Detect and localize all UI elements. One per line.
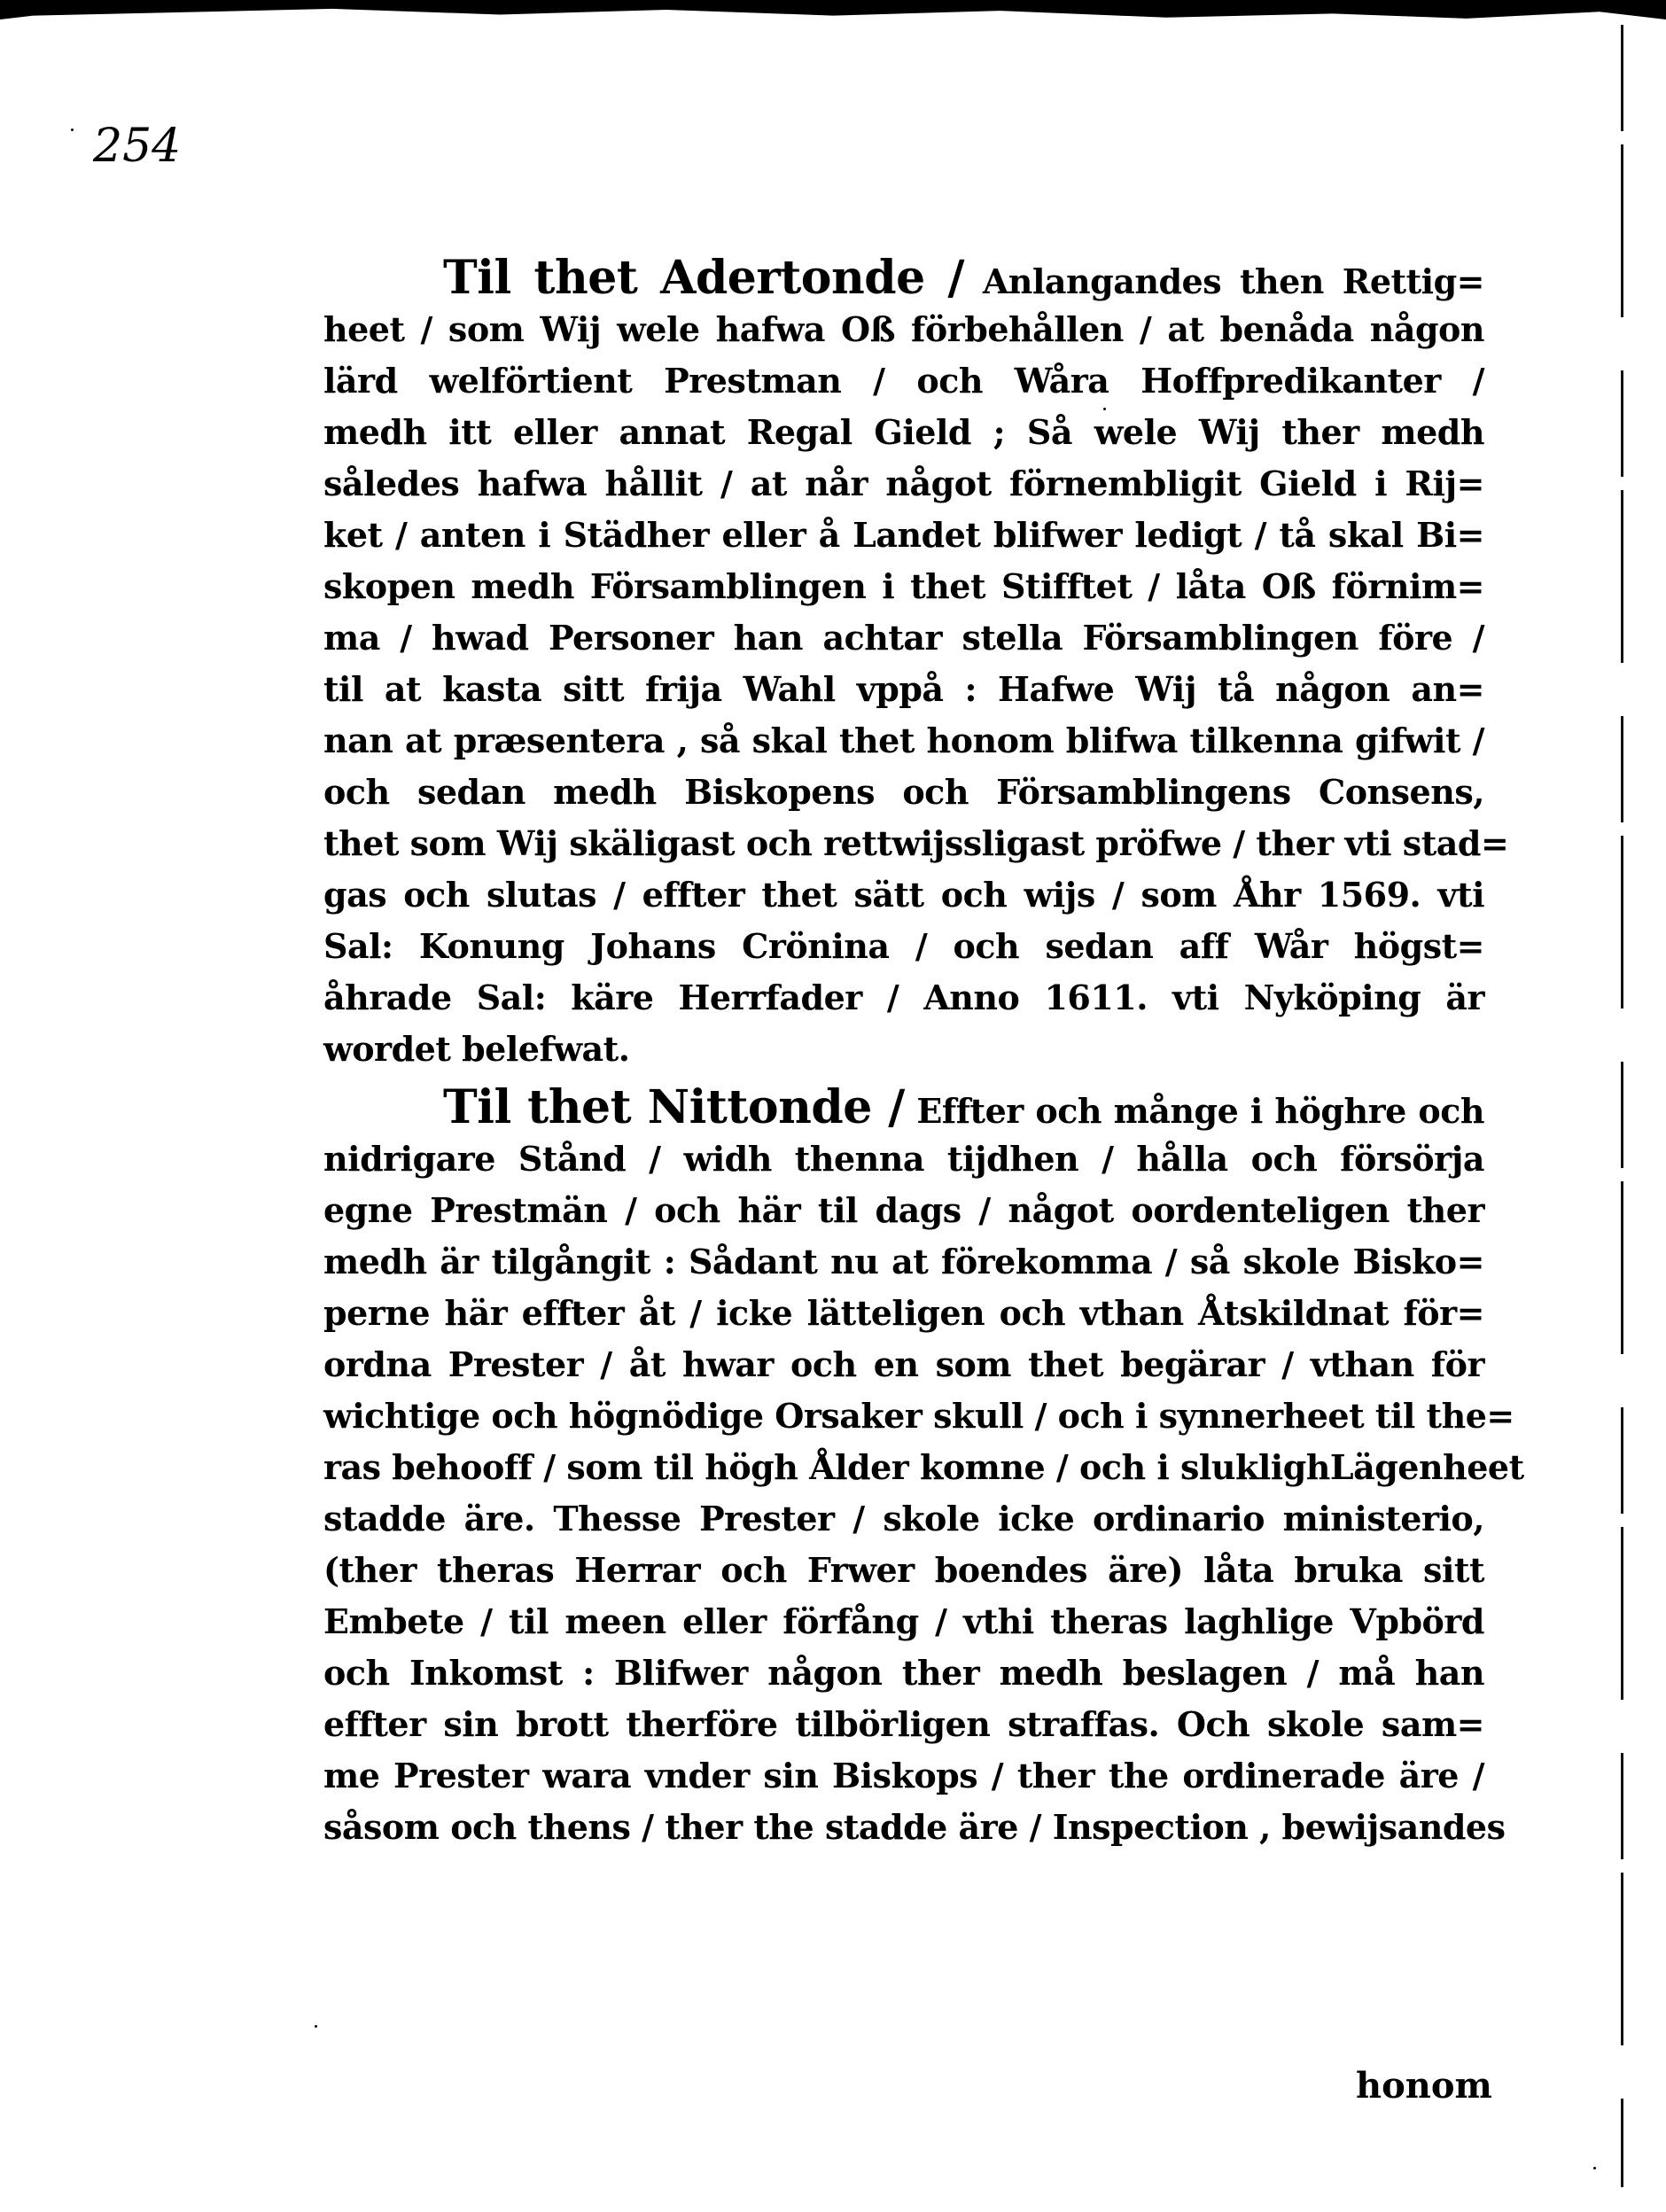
- text-line: til at kasta sitt frija Wahl vppå : Hafwe Wij tå någon an=: [323, 669, 1484, 709]
- text-line: thet som Wij skäligast och rettwijssligast pröfwe / ther vti stad=: [323, 823, 1509, 863]
- text-line: gas och slutas / effter thet sätt och wijs / som Åhr 1569. vti: [323, 875, 1484, 915]
- text-line: heet / som Wij wele hafwa Oß förbehållen / at benåda någon: [323, 309, 1484, 349]
- text-line: Til thet Nittonde / Effter och månge i höghre och: [443, 1080, 1484, 1134]
- text-line: ras behooff / som til högh Ålder komne / och i sluklighLägenheet: [323, 1447, 1524, 1487]
- scan-speck: [315, 2025, 317, 2028]
- text-line: wichtige och högnödige Orsaker skull / och i synnerheet til the=: [323, 1396, 1514, 1436]
- text-line: således hafwa hållit / at når något förnembligit Gield i Rij=: [323, 463, 1484, 503]
- text-line: nan at præsentera , så skal thet honom blifwa tilkenna gifwit /: [323, 720, 1484, 760]
- text-line: såsom och thens / ther the stadde äre / Inspection , bewijsandes: [323, 1807, 1506, 1847]
- paragraph-nittonde: [323, 1080, 1524, 1853]
- scan-speck: [1593, 2167, 1596, 2169]
- text-line: perne här effter åt / icke lätteligen och vthan Åtskildnat för=: [323, 1293, 1484, 1333]
- text-line: Til thet Adertonde / Anlangandes then Rettig=: [443, 251, 1484, 305]
- scan-speck: [1103, 408, 1106, 410]
- text-line: medh är tilgångit : Sådant nu at förekomma / så skole Bisko=: [323, 1242, 1484, 1281]
- text-line: ket / anten i Städher eller å Landet blifwer ledigt / tå skal Bi=: [323, 515, 1484, 555]
- body-text: [323, 251, 1524, 1853]
- catchword: honom: [1356, 2065, 1492, 2107]
- text-line: effter sin brott therföre tilbörligen straffas. Och skole sam=: [323, 1704, 1484, 1744]
- scan-margin-line: [1621, 25, 1623, 2187]
- text-line: och Inkomst : Blifwer någon ther medh beslagen / må han: [323, 1653, 1484, 1693]
- section-heading: Til thet Adertonde /: [443, 251, 964, 305]
- text-line: wordet belefwat.: [323, 1029, 630, 1069]
- text-line: stadde äre. Thesse Prester / skole icke ordinario ministerio,: [323, 1499, 1484, 1538]
- text-line: ma / hwad Personer han achtar stella Församblingen före /: [323, 618, 1484, 658]
- scan-shadow-top: [0, 0, 1666, 19]
- text-line: skopen medh Församblingen i thet Stifftet / låta Oß förnim=: [323, 566, 1484, 606]
- text-line: ordna Prester / åt hwar och en som thet begärar / vthan för: [323, 1344, 1484, 1384]
- text-line: lärd welförtient Prestman / och Wåra Hoffpredikanter /: [323, 361, 1484, 401]
- text-line: Sal: Konung Johans Crönina / och sedan aff Wår högst=: [323, 926, 1484, 966]
- text-line: nidrigare Stånd / widh thenna tijdhen / hålla och försörja: [323, 1139, 1484, 1179]
- text-line: och sedan medh Biskopens och Församblingens Consens,: [323, 772, 1484, 812]
- text-line: egne Prestmän / och här til dags / något oordenteligen ther: [323, 1190, 1484, 1230]
- scan-speck: [71, 129, 74, 131]
- paragraph-adertonde: [323, 251, 1509, 1075]
- text-line: åhrade Sal: käre Herrfader / Anno 1611. vti Nyköping är: [323, 977, 1484, 1017]
- text-line: me Prester wara vnder sin Biskops / ther the ordinerade äre /: [323, 1756, 1484, 1795]
- page-number: 254: [93, 120, 182, 173]
- text-line: medh itt eller annat Regal Gield ; Så wele Wij ther medh: [323, 412, 1484, 452]
- text-line: Embete / til meen eller förfång / vthi theras laghlige Vpbörd: [323, 1601, 1484, 1641]
- section-heading: Til thet Nittonde /: [443, 1080, 905, 1134]
- text-line: (ther theras Herrar och Frwer boendes äre) låta bruka sitt: [323, 1550, 1484, 1590]
